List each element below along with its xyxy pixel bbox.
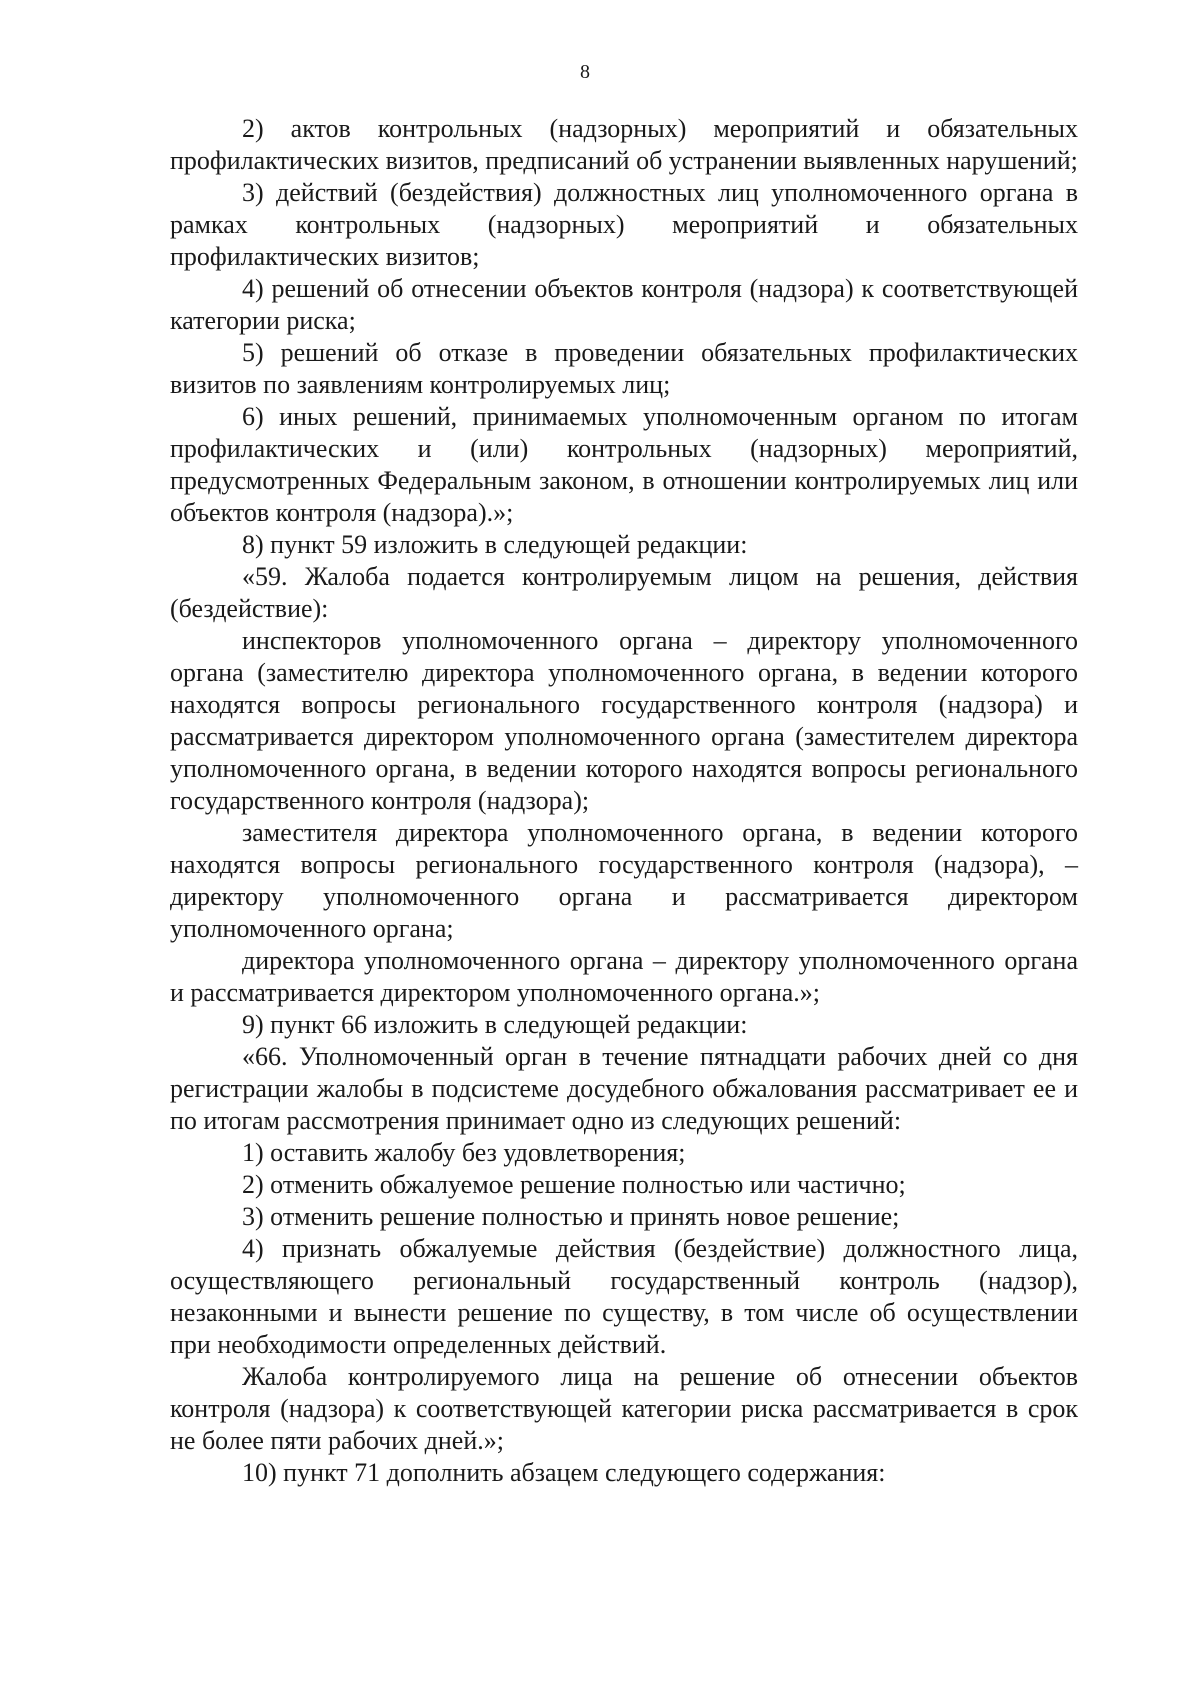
paragraph: инспекторов уполномоченного органа – директору уполномоченного органа (заместителю директора уполномоченного органа, в ведении которого находятся вопросы регионального государственного контроля (надзора) и рассматривается директором уполномоченного органа (заместителем директора уполномоченного органа, в ведении которого находятся вопросы регионального государственного контроля (надзора); (170, 626, 1078, 815)
paragraph: 6) иных решений, принимаемых уполномоченным органом по итогам профилактических и (или) контрольных (надзорных) мероприятий, предусмотренных Федеральным законом, в отношении контролируемых лиц или объектов контроля (надзора).»; (170, 402, 1078, 527)
paragraph: 10) пункт 71 дополнить абзацем следующего содержания: (242, 1458, 886, 1487)
paragraph: Жалоба контролируемого лица на решение об отнесении объектов контроля (надзора) к соответствующей категории риска рассматривается в срок не более пяти рабочих дней.»; (170, 1362, 1078, 1455)
paragraph: директора уполномоченного органа – директору уполномоченного органа и рассматривается директором уполномоченного органа.»; (170, 946, 1078, 1007)
page-number: 8 (580, 61, 590, 83)
paragraph: 4) решений об отнесении объектов контроля (надзора) к соответствующей категории риска; (170, 274, 1078, 335)
paragraph: 5) решений об отказе в проведении обязательных профилактических визитов по заявлениям контролируемых лиц; (170, 338, 1078, 399)
paragraph: 9) пункт 66 изложить в следующей редакции: (242, 1010, 748, 1039)
paragraph: 3) отменить решение полностью и принять новое решение; (242, 1202, 900, 1231)
paragraph: 3) действий (бездействия) должностных лиц уполномоченного органа в рамках контрольных (надзорных) мероприятий и обязательных профилактических визитов; (170, 178, 1078, 271)
paragraph: заместителя директора уполномоченного органа, в ведении которого находятся вопросы регионального государственного контроля (надзора), – директору уполномоченного органа и рассматривается директором уполномоченного органа; (170, 818, 1078, 943)
paragraph: 2) актов контрольных (надзорных) мероприятий и обязательных профилактических визитов, предписаний об устранении выявленных нарушений; (170, 114, 1078, 175)
document-body (170, 113, 1078, 1489)
paragraph: «66. Уполномоченный орган в течение пятнадцати рабочих дней со дня регистрации жалобы в подсистеме досудебного обжалования рассматривает ее и по итогам рассмотрения принимает одно из следующих решений: (170, 1042, 1078, 1135)
paragraph: «59. Жалоба подается контролируемым лицом на решения, действия (бездействие): (170, 562, 1078, 623)
paragraph: 4) признать обжалуемые действия (бездействие) должностного лица, осуществляющего региональный государственный контроль (надзор), незаконными и вынести решение по существу, в том числе об осуществлении при необходимости определенных действий. (170, 1234, 1078, 1359)
paragraph: 2) отменить обжалуемое решение полностью или частично; (242, 1170, 906, 1199)
paragraph: 8) пункт 59 изложить в следующей редакции: (242, 530, 748, 559)
paragraph: 1) оставить жалобу без удовлетворения; (242, 1138, 686, 1167)
